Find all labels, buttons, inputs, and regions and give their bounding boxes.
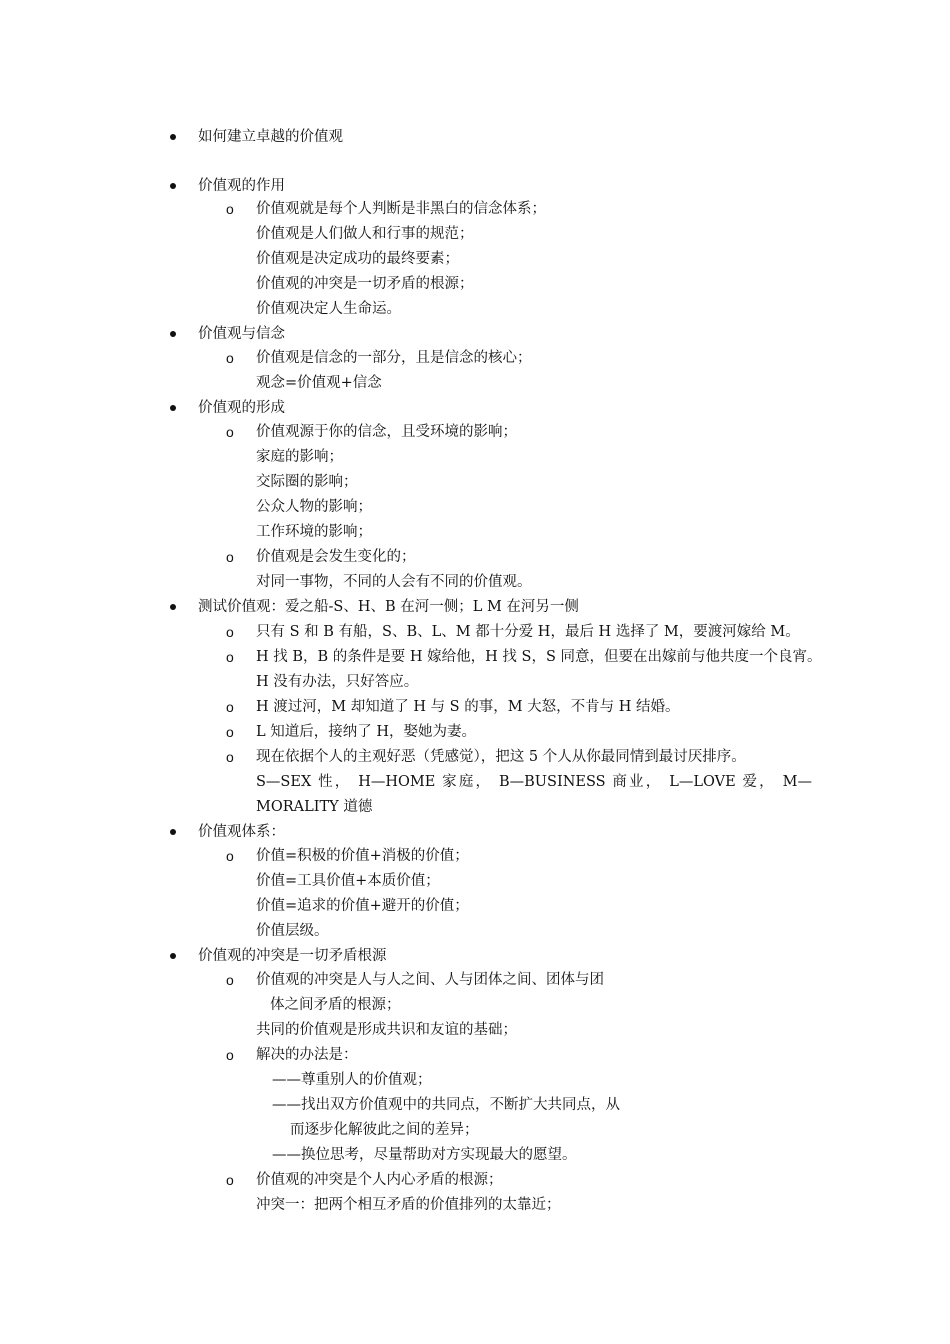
section-title: 价值观体系： <box>198 824 285 840</box>
sub-bullet-marker: o <box>226 699 234 715</box>
list-line: 共同的价值观是形成共识和友谊的基础； <box>256 1022 517 1038</box>
list-line: 价值观是人们做人和行事的规范； <box>256 226 474 242</box>
section-title: 价值观的形成 <box>198 400 285 416</box>
list-line: MORALITY 道德 <box>256 799 373 815</box>
list-line: 价值=积极的价值+消极的价值； <box>256 848 469 864</box>
list-line: 价值层级。 <box>256 923 329 939</box>
section-title: 价值观与信念 <box>198 326 285 342</box>
list-line: 家庭的影响； <box>256 449 343 465</box>
sub-bullet-marker: o <box>226 848 234 864</box>
sub-bullet-marker: o <box>226 1047 234 1063</box>
bullet-marker <box>170 405 176 411</box>
list-line: 对同一事物，不同的人会有不同的价值观。 <box>256 574 532 590</box>
sub-bullet-marker: o <box>226 972 234 988</box>
list-line: 价值观是决定成功的最终要素； <box>256 251 459 267</box>
list-line: 价值=追求的价值+避开的价值； <box>256 898 469 914</box>
sub-bullet-marker: o <box>226 624 234 640</box>
bullet-marker <box>170 134 176 140</box>
sub-bullet-marker: o <box>226 724 234 740</box>
section-title: 价值观的冲突是一切矛盾根源 <box>198 948 387 964</box>
list-line: 价值观决定人生命运。 <box>256 301 401 317</box>
list-line: 价值观是会发生变化的； <box>256 549 416 565</box>
list-line: S—SEX 性， H—HOME 家庭， B—BUSINESS 商业， L—LOVE 爱， M— <box>256 774 812 790</box>
list-line: 价值观的冲突是人与人之间、人与团体之间、团体与团 <box>256 972 604 988</box>
bullet-marker <box>170 183 176 189</box>
list-line: ——尊重别人的价值观； <box>272 1072 432 1088</box>
bullet-marker <box>170 829 176 835</box>
list-line: 交际圈的影响； <box>256 474 358 490</box>
list-line: H 没有办法，只好答应。 <box>256 674 419 690</box>
list-line: 价值观的冲突是一切矛盾的根源； <box>256 276 474 292</box>
list-line: 价值观源于你的信念，且受环境的影响； <box>256 424 517 440</box>
list-line: 工作环境的影响； <box>256 524 372 540</box>
list-line: 价值观是信念的一部分，且是信念的核心； <box>256 350 532 366</box>
list-line: 现在依据个人的主观好恶（凭感觉），把这 5 个人从你最同情到最讨厌排序。 <box>256 749 746 765</box>
sub-bullet-marker: o <box>226 649 234 665</box>
sub-bullet-marker: o <box>226 1172 234 1188</box>
sub-bullet-marker: o <box>226 350 234 366</box>
sub-bullet-marker: o <box>226 424 234 440</box>
list-line: 观念=价值观+信念 <box>256 375 382 391</box>
list-line: 价值观的冲突是个人内心矛盾的根源； <box>256 1172 503 1188</box>
list-line: 冲突一：把两个相互矛盾的价值排列的太靠近； <box>256 1197 561 1213</box>
bullet-marker <box>170 604 176 610</box>
list-line: 价值观就是每个人判断是非黑白的信念体系； <box>256 201 546 217</box>
bullet-marker <box>170 331 176 337</box>
list-line: 只有 S 和 B 有船，S、B、L、M 都十分爱 H，最后 H 选择了 M，要渡河嫁给 M。 <box>256 624 800 640</box>
list-line: ——换位思考，尽量帮助对方实现最大的愿望。 <box>272 1147 577 1163</box>
list-line: 体之间矛盾的根源； <box>270 997 401 1013</box>
sub-bullet-marker: o <box>226 201 234 217</box>
list-line: 而逐步化解彼此之间的差异； <box>290 1122 479 1138</box>
sub-bullet-marker: o <box>226 749 234 765</box>
section-title: 价值观的作用 <box>198 178 285 194</box>
sub-bullet-marker: o <box>226 549 234 565</box>
list-line: L 知道后，接纳了 H，娶她为妻。 <box>256 724 476 740</box>
bullet-marker <box>170 953 176 959</box>
list-line: 解决的办法是： <box>256 1047 358 1063</box>
list-line: 公众人物的影响； <box>256 499 372 515</box>
list-line: 价值=工具价值+本质价值； <box>256 873 440 889</box>
section-title: 测试价值观：爱之船-S、H、B 在河一侧；L M 在河另一侧 <box>198 599 579 615</box>
list-line: ——找出双方价值观中的共同点，不断扩大共同点，从 <box>272 1097 620 1113</box>
list-line: H 找 B，B 的条件是要 H 嫁给他，H 找 S，S 同意，但要在出嫁前与他共度一个良宵。 <box>256 649 822 665</box>
list-line: H 渡过河，M 却知道了 H 与 S 的事，M 大怒，不肯与 H 结婚。 <box>256 699 680 715</box>
section-title: 如何建立卓越的价值观 <box>198 129 343 145</box>
